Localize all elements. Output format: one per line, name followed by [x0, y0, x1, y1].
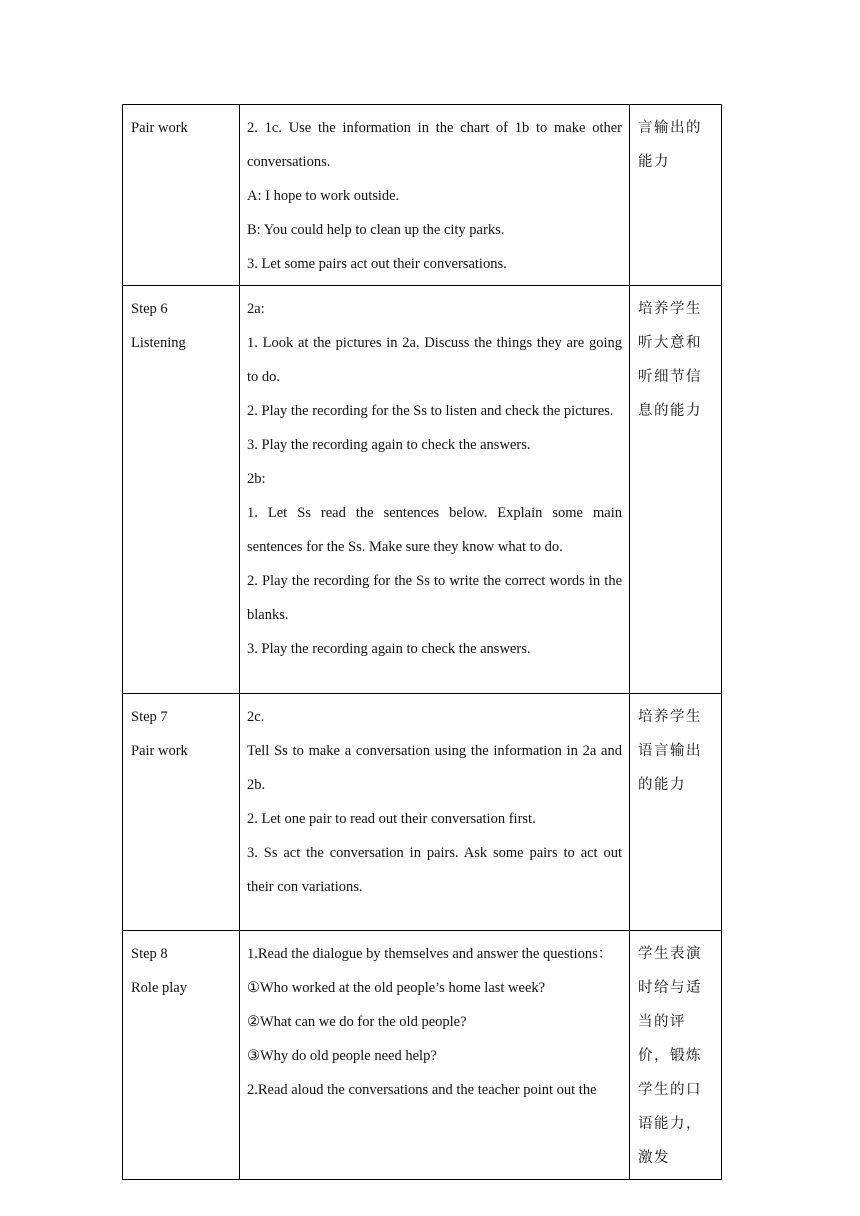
content-line: 2. Play the recording for the Ss to listen and check the pictures. — [247, 403, 614, 419]
content-line: 1. Let Ss read the sentences below. Explain some main sentences for the Ss. Make sure they know what to do. — [247, 505, 622, 555]
note-cell — [630, 694, 722, 931]
content-line: 2a: — [247, 301, 265, 317]
step-cell — [123, 105, 240, 286]
step-number: Step 8 — [131, 946, 168, 962]
note-cell — [630, 286, 722, 694]
note-text: 学生表演时给与适当的评价，锻炼学生的口语能力，激发 — [638, 946, 702, 1166]
content-line: 2.Read aloud the conversations and the teacher point out the — [247, 1082, 597, 1098]
content-line: 2. Let one pair to read out their conversation first. — [247, 811, 536, 827]
note-text: 培养学生语言输出的能力 — [638, 709, 702, 793]
content-line: ③Why do old people need help? — [247, 1048, 437, 1064]
lesson-plan-table — [122, 104, 722, 1180]
step-label: Role play — [131, 980, 187, 996]
content-line: 3. Play the recording again to check the answers. — [247, 437, 531, 453]
note-text: 言输出的能力 — [638, 120, 702, 170]
content-line: B: You could help to clean up the city parks. — [247, 222, 505, 238]
table-row — [123, 931, 722, 1180]
step-cell — [123, 694, 240, 931]
content-cell — [240, 105, 630, 286]
step-number: Step 6 — [131, 301, 168, 317]
step-cell — [123, 286, 240, 694]
step-cell — [123, 931, 240, 1180]
step-label: Pair work — [131, 743, 188, 759]
step-label: Listening — [131, 335, 186, 351]
table-row — [123, 286, 722, 694]
step-number: Step 7 — [131, 709, 168, 725]
note-cell — [630, 105, 722, 286]
step-label: Pair work — [131, 120, 188, 136]
content-cell — [240, 931, 630, 1180]
content-line: Tell Ss to make a conversation using the information in 2a and 2b. — [247, 743, 622, 793]
content-line: 3. Play the recording again to check the answers. — [247, 641, 531, 657]
content-line: 2. Play the recording for the Ss to write the correct words in the blanks. — [247, 573, 622, 623]
content-line: 3. Ss act the conversation in pairs. Ask some pairs to act out their con variations. — [247, 845, 622, 895]
table-row — [123, 694, 722, 931]
content-line: 2c. — [247, 709, 265, 725]
content-line: 2. 1c. Use the information in the chart of 1b to make other conversations. — [247, 120, 622, 170]
content-line: 1. Look at the pictures in 2a. Discuss the things they are going to do. — [247, 335, 622, 385]
content-cell — [240, 694, 630, 931]
table-row — [123, 105, 722, 286]
content-line: ①Who worked at the old people’s home last week? — [247, 980, 546, 996]
content-line: 2b: — [247, 471, 266, 487]
content-line: 3. Let some pairs act out their conversations. — [247, 256, 507, 272]
content-line: ②What can we do for the old people? — [247, 1014, 467, 1030]
note-cell — [630, 931, 722, 1180]
content-cell — [240, 286, 630, 694]
content-line: A: I hope to work outside. — [247, 188, 400, 204]
note-text: 培养学生听大意和听细节信息的能力 — [638, 301, 702, 419]
content-line: 1.Read the dialogue by themselves and answer the questions： — [247, 946, 613, 962]
